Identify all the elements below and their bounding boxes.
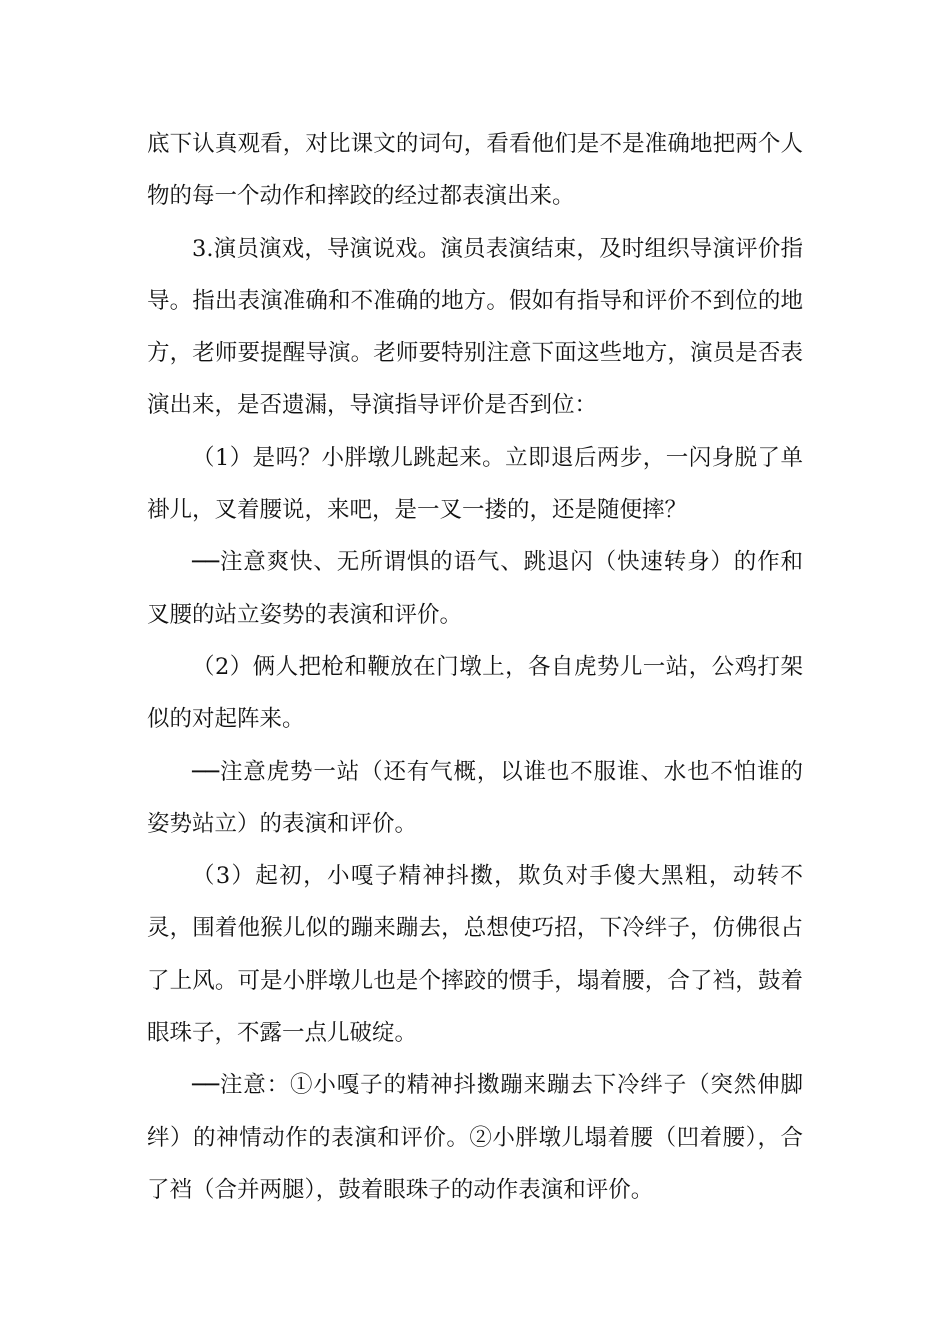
paragraph-item-2: （2）俩人把枪和鞭放在门墩上，各自虎势儿一站，公鸡打架似的对起阵来。	[147, 653, 803, 733]
paragraph-continuation: 底下认真观看，对比课文的词句，看看他们是不是准确地把两个人物的每一个动作和摔跤的经过都表演出来。	[147, 131, 803, 210]
paragraph-step-3: 3.演员演戏，导演说戏。演员表演结束，及时组织导演评价指导。指出表演准确和不准确的地方。假如有指导和评价不到位的地方，老师要提醒导演。老师要特别注意下面这些地方，演员是否表演出来，是否遗漏，导演指导评价是否到位：	[147, 235, 803, 419]
paragraph-note-2: ──注意虎势一站（还有气概，以谁也不服谁、水也不怕谁的姿势站立）的表演和评价。	[147, 758, 803, 837]
paragraph-note-3: ──注意：①小嘎子的精神抖擞蹦来蹦去下冷绊子（突然伸脚绊）的神情动作的表演和评价。②小胖墩儿塌着腰（凹着腰），合了裆（合并两腿），鼓着眼珠子的动作表演和评价。	[147, 1072, 803, 1203]
paragraph-note-1: ──注意爽快、无所谓惧的语气、跳退闪（快速转身）的作和叉腰的站立姿势的表演和评价。	[147, 549, 803, 628]
paragraph-item-1: （1）是吗？小胖墩儿跳起来。立即退后两步，一闪身脱了单褂儿，叉着腰说，来吧，是一叉一搂的，还是随便摔？	[147, 444, 803, 524]
document-body	[147, 118, 803, 1216]
paragraph-item-3: （3）起初，小嘎子精神抖擞，欺负对手傻大黑粗，动转不灵，围着他猴儿似的蹦来蹦去，总想使巧招，下冷绊子，仿佛很占了上风。可是小胖墩儿也是个摔跤的惯手，塌着腰，合了裆，鼓着眼珠子，不露一点儿破绽。	[147, 863, 803, 1047]
